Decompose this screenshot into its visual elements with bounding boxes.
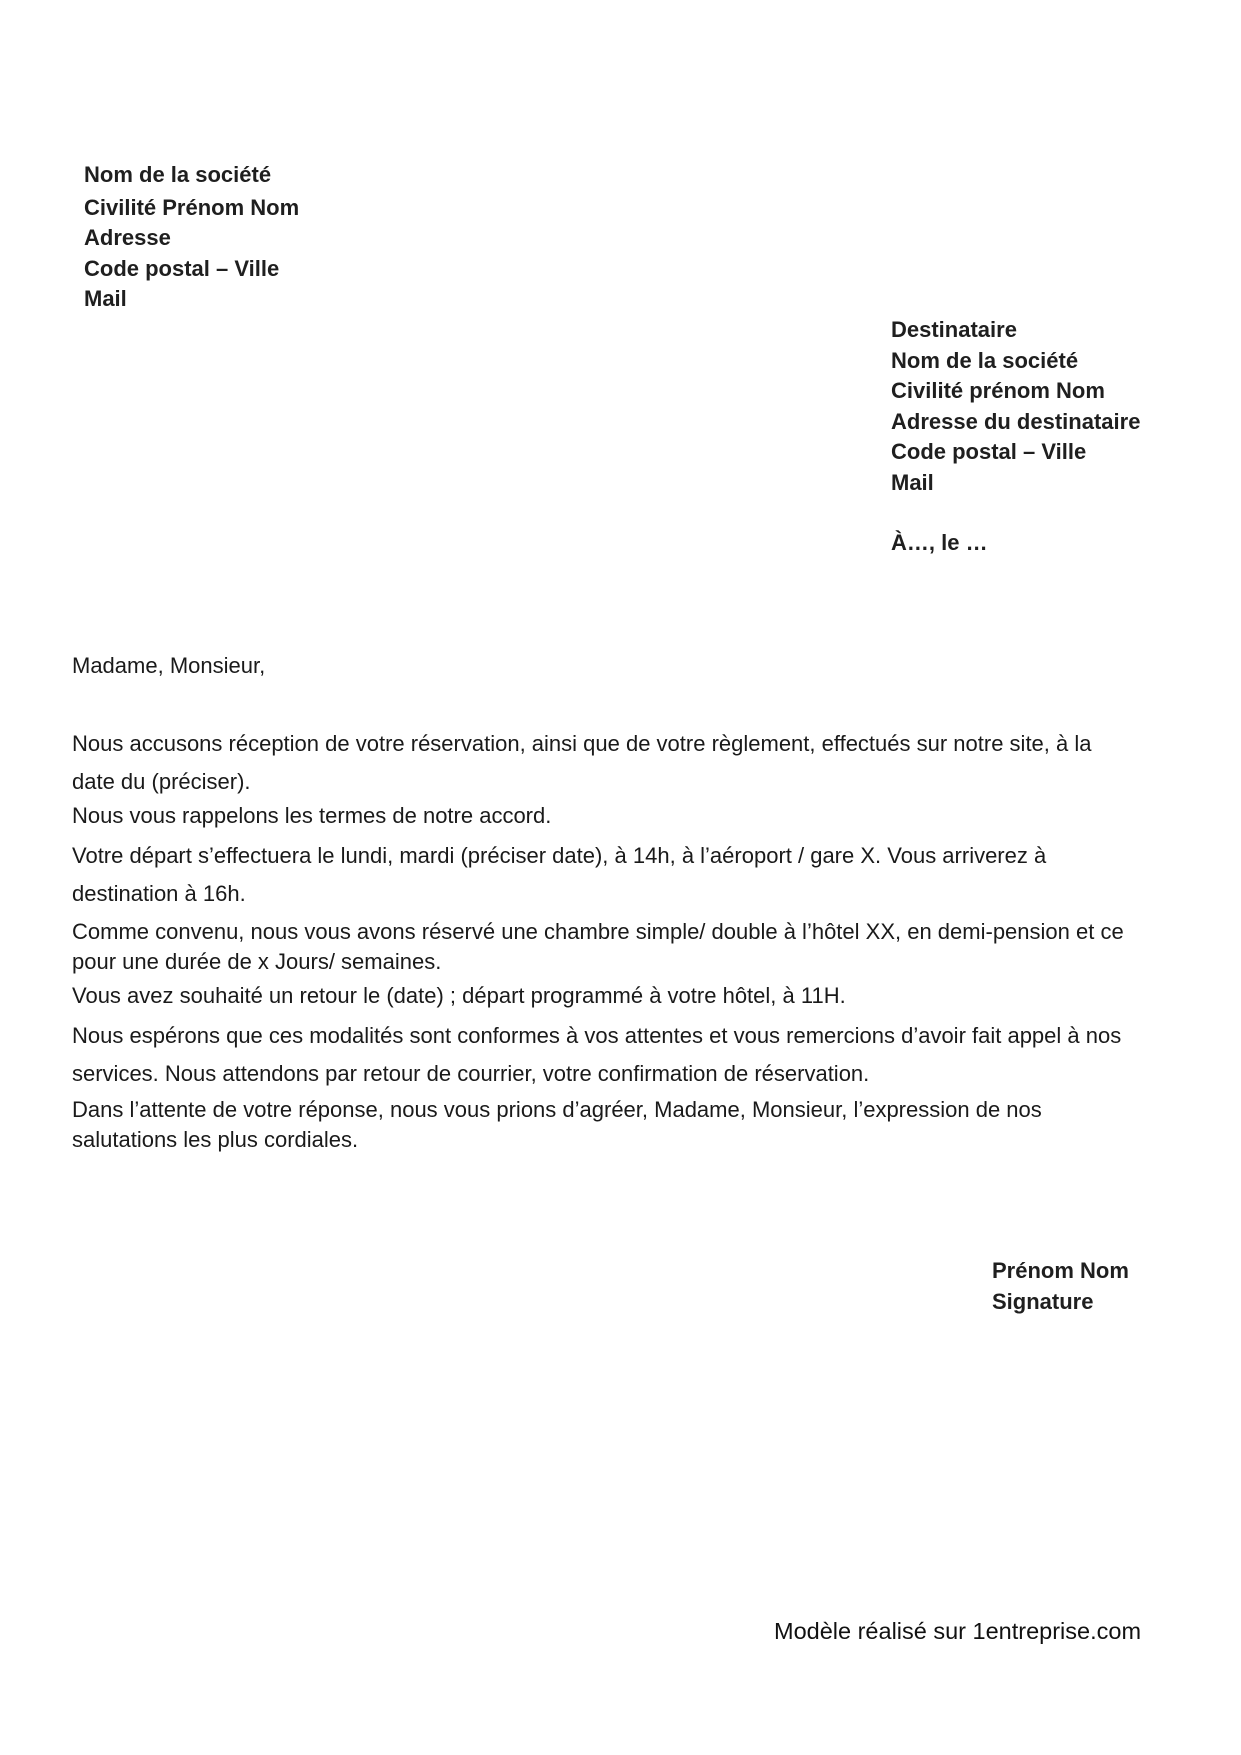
paragraph-line: services. Nous attendons par retour de courrier, votre confirmation de réservation. <box>72 1061 870 1086</box>
paragraph-line: Nous espérons que ces modalités sont conformes à vos attentes et vous remercions d’avoir fait appel à nos <box>72 1023 1122 1048</box>
sender-name: Civilité Prénom Nom <box>84 194 300 220</box>
paragraph-line: Nous accusons réception de votre réservation, ainsi que de votre règlement, effectués sur notre site, à la <box>72 731 1092 756</box>
recipient-mail: Mail <box>891 469 934 495</box>
sender-mail: Mail <box>84 286 127 311</box>
paragraph-agreement-terms <box>72 801 1172 831</box>
paragraph-hotel-room <box>72 917 1172 977</box>
paragraph-line: Nous vous rappelons les termes de notre accord. <box>72 803 552 828</box>
paragraph-line: destination à 16h. <box>72 881 246 906</box>
sender-address-block <box>84 160 299 315</box>
sender-address: Adresse <box>84 225 171 250</box>
recipient-postal-city: Code postal – Ville <box>891 439 1087 464</box>
paragraph-return <box>72 981 1172 1011</box>
paragraph-expectations <box>72 1017 1172 1093</box>
sender-company: Nom de la société <box>84 162 272 187</box>
paragraph-line: salutations les plus cordiales. <box>72 1127 359 1152</box>
letter-body <box>72 725 1172 1155</box>
signature-label: Signature <box>992 1288 1094 1314</box>
paragraph-line: Dans l’attente de votre réponse, nous vous prions d’agréer, Madame, Monsieur, l’expression de nos <box>72 1097 1042 1122</box>
recipient-name: Civilité prénom Nom <box>891 378 1105 403</box>
signature-block <box>992 1256 1129 1317</box>
paragraph-line: pour une durée de x Jours/ semaines. <box>72 949 442 974</box>
recipient-company: Nom de la société <box>891 347 1079 373</box>
recipient-address-block <box>891 315 1140 498</box>
paragraph-line: Votre départ s’effectuera le lundi, mardi (préciser date), à 14h, à l’aéroport / gare X. Vous arriverez à <box>72 843 1047 868</box>
place-date-line: À…, le … <box>891 530 988 555</box>
paragraph-reservation-receipt <box>72 725 1172 801</box>
paragraph-line: date du (préciser). <box>72 769 251 794</box>
paragraph-departure <box>72 837 1172 913</box>
recipient-label: Destinataire <box>891 317 1017 342</box>
footer-credit: Modèle réalisé sur 1entreprise.com <box>774 1618 1142 1644</box>
recipient-address: Adresse du destinataire <box>891 408 1141 434</box>
paragraph-closing <box>72 1095 1172 1155</box>
paragraph-line: Comme convenu, nous vous avons réservé une chambre simple/ double à l’hôtel XX, en demi-pension et ce <box>72 919 1124 944</box>
signer-name: Prénom Nom <box>992 1258 1129 1283</box>
paragraph-line: Vous avez souhaité un retour le (date) ; départ programmé à votre hôtel, à 11H. <box>72 983 846 1008</box>
sender-postal-city: Code postal – Ville <box>84 255 280 281</box>
salutation: Madame, Monsieur, <box>72 653 266 678</box>
